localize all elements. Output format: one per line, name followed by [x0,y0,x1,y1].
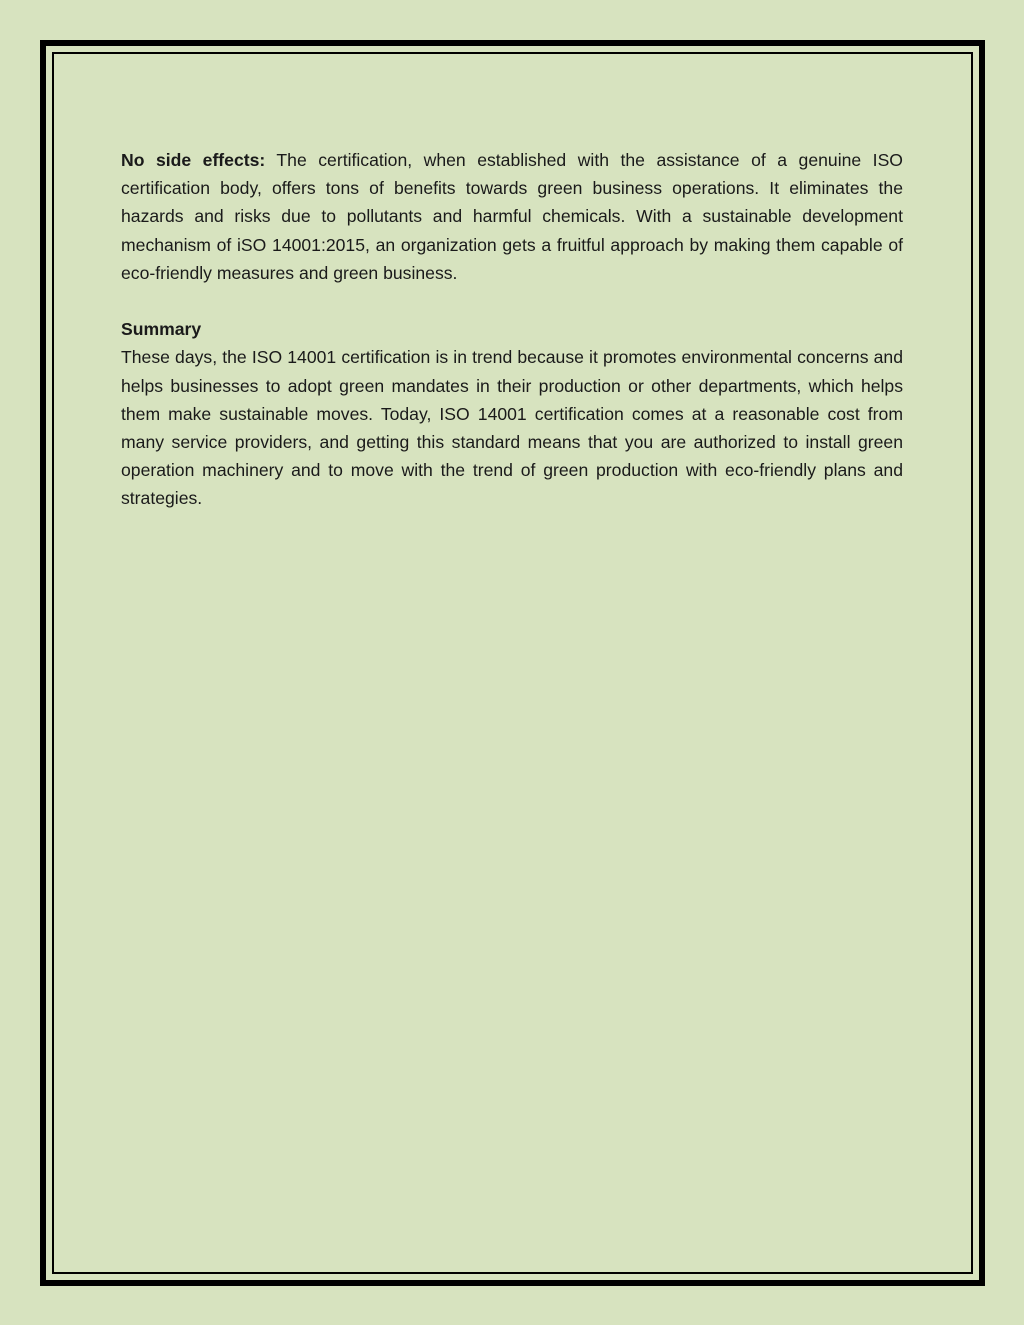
document-content [121,146,903,513]
no-side-effects-paragraph [121,146,903,287]
paragraph-spacer [121,287,903,315]
summary-heading: Summary [121,319,202,340]
no-side-effects-lead: No side effects: [121,150,266,170]
no-side-effects-body: The certification, when established with the assistance of a genuine ISO certification body, offers tons of benefits towards green business operations. It eliminates the hazards and risks due to pollutants and harmful chemicals. With a sustainable development mechanism of iSO 14001:2015, an organization gets a fruitful approach by making them capable of eco-friendly measures and green business. [121,150,903,283]
summary-paragraph: These days, the ISO 14001 certification is in trend because it promotes environmental concerns and helps businesses to adopt green mandates in their production or other departments, which helps them make sustainable moves. Today, ISO 14001 certification comes at a reasonable cost from many service providers, and getting this standard means that you are authorized to install green operation machinery and to move with the trend of green production with eco-friendly plans and strategies. [121,347,903,509]
